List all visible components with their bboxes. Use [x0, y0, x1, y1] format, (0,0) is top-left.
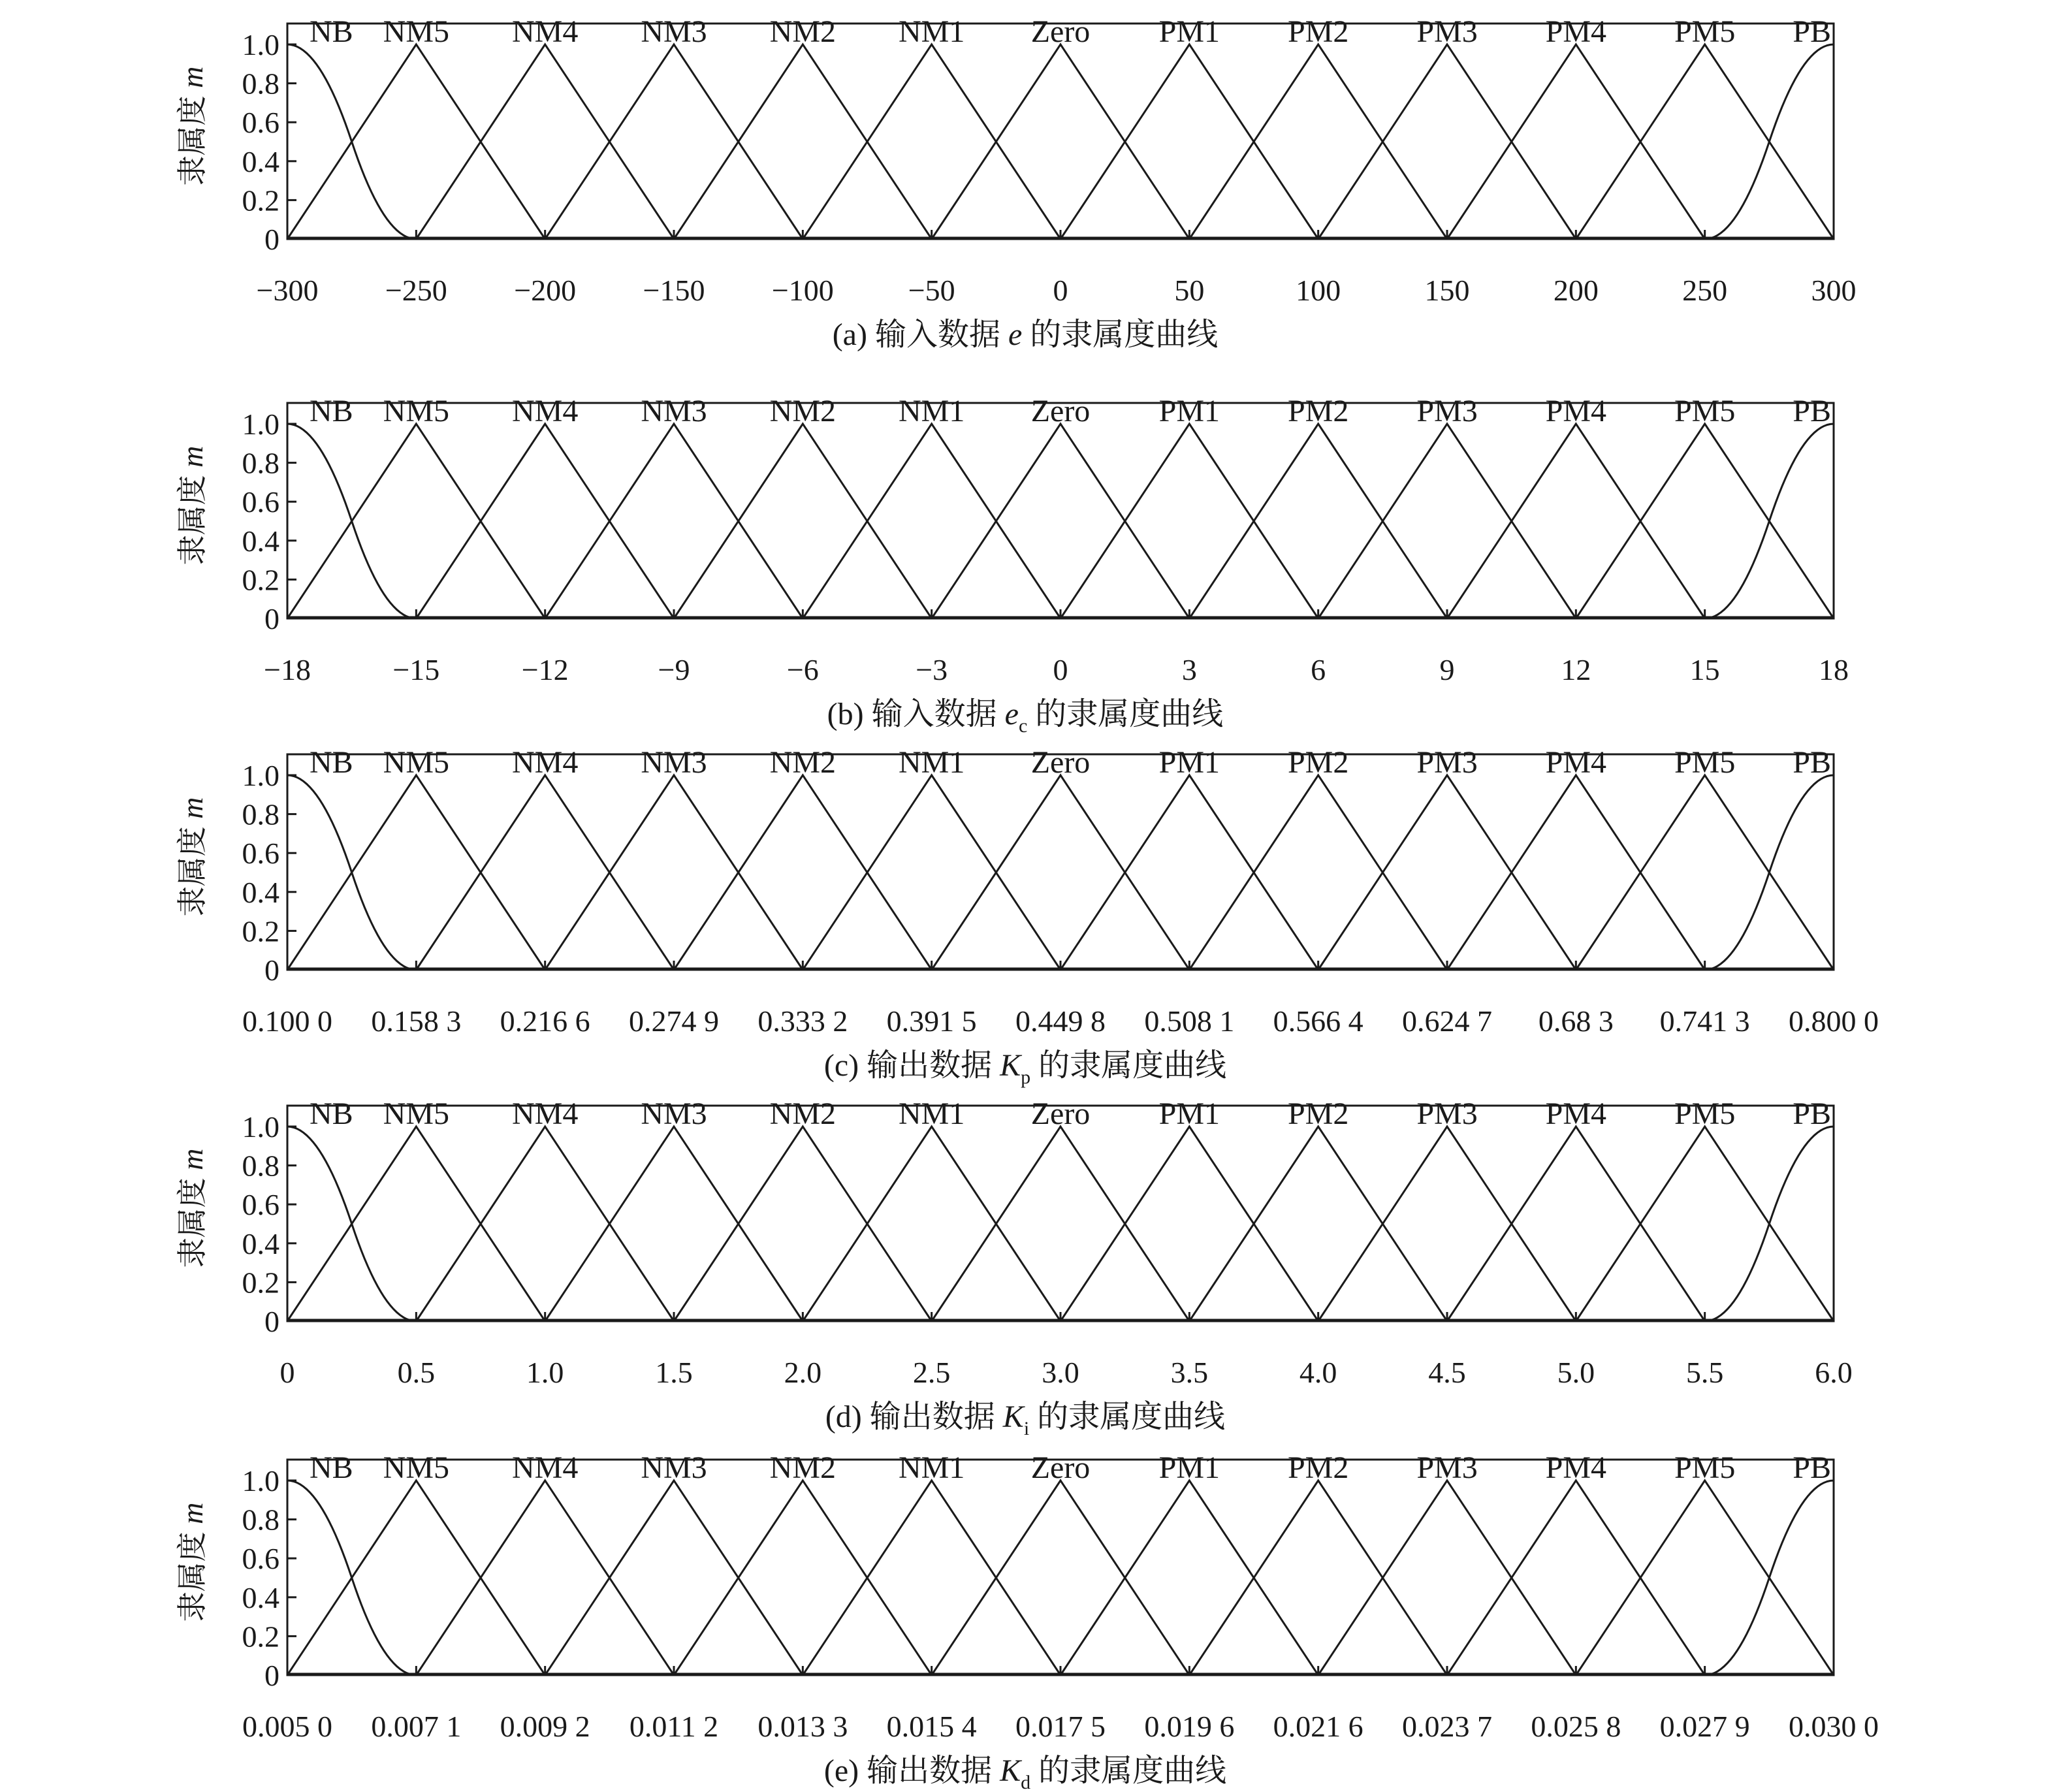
x-tick-label: 0.391 5 — [886, 1004, 977, 1038]
mf-curve-pm3 — [1318, 44, 1576, 239]
plot-frame — [287, 1106, 1834, 1321]
mf-curve-nm5 — [287, 1127, 545, 1321]
set-label-pm2: PM2 — [1287, 14, 1349, 49]
x-tick-label: 4.5 — [1428, 1356, 1466, 1389]
set-label-nm3: NM3 — [641, 1096, 707, 1131]
set-label-nm5: NM5 — [383, 394, 450, 428]
set-label-zero: Zero — [1030, 394, 1091, 428]
y-tick-label: 0.6 — [242, 1188, 279, 1222]
set-label-pm1: PM1 — [1158, 14, 1220, 49]
x-tick-label: 0.013 3 — [757, 1710, 848, 1743]
x-tick-label: −15 — [392, 653, 440, 686]
y-tick-label: 0.4 — [242, 1580, 279, 1614]
mf-curve-zero — [932, 424, 1190, 618]
mf-curve-nm1 — [803, 775, 1060, 970]
y-tick-label: 0.4 — [242, 875, 279, 909]
x-tick-label: 15 — [1689, 653, 1720, 686]
set-labels — [310, 1096, 1831, 1131]
x-tick-label: −6 — [786, 653, 819, 686]
caption-prefix: (b) 输入数据 — [827, 697, 1005, 731]
x-tick-label: 9 — [1439, 653, 1455, 686]
y-tick-label: 0.2 — [242, 1266, 279, 1300]
set-labels — [310, 745, 1831, 780]
y-axis-label-var: m — [176, 1148, 209, 1170]
set-labels — [310, 394, 1831, 428]
x-axis — [280, 1312, 1853, 1389]
y-axis-label-text: 隶属度 — [176, 818, 209, 917]
panel-e — [176, 1450, 1879, 1792]
set-label-nm5: NM5 — [383, 1096, 450, 1131]
mf-curve-pm4 — [1447, 775, 1705, 970]
mf-curve-pm2 — [1189, 44, 1447, 239]
set-label-pm5: PM5 — [1674, 394, 1736, 428]
set-label-nm4: NM4 — [511, 1096, 579, 1131]
y-tick-label: 0.6 — [242, 1542, 279, 1576]
set-label-pm4: PM4 — [1545, 394, 1607, 428]
y-tick-label: 0.8 — [242, 67, 279, 101]
set-label-nm1: NM1 — [898, 394, 965, 428]
y-tick-label: 1.0 — [242, 759, 279, 792]
mf-curve-pm5 — [1576, 1480, 1834, 1675]
x-tick-label: −150 — [643, 274, 705, 307]
membership-curves — [287, 775, 1834, 970]
x-tick-label: 6 — [1311, 653, 1326, 686]
set-label-pm3: PM3 — [1416, 1450, 1478, 1485]
set-label-pm4: PM4 — [1545, 1450, 1607, 1485]
mf-curve-nm4 — [416, 424, 674, 618]
mf-curve-pm3 — [1318, 1127, 1576, 1321]
x-tick-label: 0.68 3 — [1538, 1004, 1614, 1038]
y-axis-label-var: m — [176, 66, 209, 88]
y-tick-label: 0.8 — [242, 1149, 279, 1183]
plot-frame — [287, 754, 1834, 970]
set-label-pm1: PM1 — [1158, 1450, 1220, 1485]
set-label-nm4: NM4 — [511, 14, 579, 49]
caption-prefix: (c) 输出数据 — [823, 1048, 1000, 1083]
mf-curve-pm2 — [1189, 1480, 1447, 1675]
y-axis-label-var: m — [176, 445, 209, 468]
mf-curve-nm1 — [803, 44, 1060, 239]
x-tick-label: −12 — [521, 653, 569, 686]
mf-curve-pm4 — [1447, 424, 1705, 618]
panel-caption — [827, 697, 1224, 737]
set-label-pm1: PM1 — [1158, 394, 1220, 428]
mf-curve-nm4 — [416, 44, 674, 239]
mf-curve-pm4 — [1447, 1480, 1705, 1675]
y-tick-label: 0 — [264, 602, 279, 635]
y-axis-label-text: 隶属度 — [176, 88, 209, 186]
y-tick-label: 0.2 — [242, 914, 279, 948]
mf-curve-zero — [932, 775, 1190, 970]
x-tick-label: 3 — [1181, 653, 1197, 686]
set-label-zero: Zero — [1030, 745, 1091, 780]
x-tick-label: −50 — [908, 274, 955, 307]
y-axis-label — [176, 797, 209, 917]
y-axis-label-var: m — [176, 797, 209, 819]
y-tick-label: 0.6 — [242, 485, 279, 519]
panel-caption — [824, 1753, 1226, 1792]
x-tick-label: 5.5 — [1685, 1356, 1724, 1389]
x-tick-label: 0.023 7 — [1402, 1710, 1492, 1743]
set-label-pm4: PM4 — [1545, 1096, 1607, 1131]
caption-suffix: 的隶属度曲线 — [1027, 697, 1224, 731]
y-tick-label: 0.2 — [242, 184, 279, 217]
membership-curves — [287, 44, 1834, 239]
y-tick-label: 1.0 — [242, 1464, 279, 1497]
set-label-nb: NB — [310, 1450, 353, 1485]
y-tick-label: 0.8 — [242, 446, 279, 480]
set-label-pm4: PM4 — [1545, 14, 1607, 49]
x-tick-label: 0.019 6 — [1144, 1710, 1235, 1743]
x-axis — [242, 1666, 1879, 1743]
y-axis-label — [176, 1149, 209, 1268]
y-tick-label: 0 — [264, 223, 279, 256]
x-tick-label: 0.800 0 — [1789, 1004, 1879, 1038]
mf-curve-pm1 — [1060, 775, 1318, 970]
x-tick-label: 0.025 8 — [1531, 1710, 1621, 1743]
mf-curve-pm1 — [1060, 1480, 1318, 1675]
mf-curve-pm2 — [1189, 775, 1447, 970]
caption-prefix: (e) 输出数据 — [823, 1753, 1000, 1788]
mf-curve-nm3 — [545, 44, 803, 239]
set-label-nm1: NM1 — [898, 1450, 965, 1485]
set-label-nm2: NM2 — [769, 1450, 837, 1485]
x-tick-label: 4.0 — [1299, 1356, 1337, 1389]
set-labels — [310, 1450, 1831, 1485]
caption-suffix: 的隶属度曲线 — [1030, 1048, 1227, 1083]
caption-suffix: 的隶属度曲线 — [1029, 1400, 1226, 1434]
y-tick-label: 0.8 — [242, 1503, 279, 1537]
set-label-zero: Zero — [1030, 1096, 1091, 1131]
mf-curve-nm4 — [416, 1127, 674, 1321]
x-tick-label: −300 — [256, 274, 319, 307]
mf-curve-zero — [932, 44, 1190, 239]
x-tick-label: 100 — [1296, 274, 1341, 307]
caption-subscript: d — [1021, 1772, 1031, 1792]
mf-curve-nm3 — [545, 775, 803, 970]
set-label-pb: PB — [1793, 394, 1831, 428]
set-label-pm5: PM5 — [1674, 1450, 1736, 1485]
set-label-nb: NB — [310, 745, 353, 780]
x-tick-label: −9 — [658, 653, 690, 686]
mf-curve-nm3 — [545, 1480, 803, 1675]
plot-frame — [287, 24, 1834, 239]
set-label-pm1: PM1 — [1158, 745, 1220, 780]
mf-curve-pm5 — [1576, 44, 1834, 239]
mf-curve-nm3 — [545, 424, 803, 618]
x-tick-label: 0.566 4 — [1273, 1004, 1363, 1038]
x-axis — [264, 609, 1849, 686]
mf-curve-nm4 — [416, 1480, 674, 1675]
panel-c — [176, 745, 1879, 1088]
caption-prefix: (d) 输出数据 — [825, 1400, 1003, 1434]
y-tick-label: 0.4 — [242, 144, 279, 178]
set-label-pm5: PM5 — [1674, 14, 1736, 49]
x-axis — [257, 230, 1857, 307]
mf-curve-nm1 — [803, 1480, 1060, 1675]
x-tick-label: −200 — [514, 274, 577, 307]
x-tick-label: 0.741 3 — [1659, 1004, 1750, 1038]
set-label-pb: PB — [1793, 745, 1831, 780]
x-tick-label: 0.624 7 — [1402, 1004, 1492, 1038]
set-label-nm5: NM5 — [383, 1450, 450, 1485]
mf-curve-nm2 — [674, 424, 932, 618]
y-tick-label: 1.0 — [242, 28, 279, 61]
membership-curves — [287, 424, 1834, 618]
y-axis-label — [176, 1503, 209, 1622]
x-tick-label: 0.274 9 — [629, 1004, 719, 1038]
x-tick-label: 3.5 — [1170, 1356, 1209, 1389]
caption-variable: e — [1008, 317, 1023, 352]
set-label-nm4: NM4 — [511, 745, 579, 780]
set-label-pm2: PM2 — [1287, 394, 1349, 428]
y-tick-label: 1.0 — [242, 1110, 279, 1144]
caption-suffix: 的隶属度曲线 — [1022, 317, 1219, 352]
set-label-pm3: PM3 — [1416, 14, 1478, 49]
y-tick-label: 0.4 — [242, 524, 279, 558]
x-tick-label: 150 — [1424, 274, 1470, 307]
panel-b — [176, 394, 1849, 737]
x-tick-label: 0.449 8 — [1015, 1004, 1106, 1038]
panel-caption — [833, 317, 1219, 352]
x-tick-label: −3 — [916, 653, 948, 686]
y-axis-label-text: 隶属度 — [176, 1524, 209, 1622]
set-label-pm3: PM3 — [1416, 1096, 1478, 1131]
x-tick-label: 5.0 — [1557, 1356, 1595, 1389]
mf-curve-nm2 — [674, 1127, 932, 1321]
mf-curve-pm2 — [1189, 424, 1447, 618]
set-label-pm5: PM5 — [1674, 745, 1736, 780]
x-tick-label: 0.005 0 — [242, 1710, 332, 1743]
set-label-pm2: PM2 — [1287, 1450, 1349, 1485]
x-tick-label: 0.007 1 — [371, 1710, 462, 1743]
y-tick-label: 0.4 — [242, 1226, 279, 1260]
mf-curve-pm1 — [1060, 44, 1318, 239]
mf-curve-nm2 — [674, 44, 932, 239]
mf-curve-nm5 — [287, 44, 545, 239]
mf-curve-pm1 — [1060, 1127, 1318, 1321]
mf-curve-pm5 — [1576, 1127, 1834, 1321]
x-tick-label: 0.030 0 — [1789, 1710, 1879, 1743]
y-axis-label-text: 隶属度 — [176, 1170, 209, 1268]
set-label-pb: PB — [1793, 1096, 1831, 1131]
x-tick-label: 300 — [1811, 274, 1857, 307]
x-tick-label: 1.0 — [526, 1356, 564, 1389]
panel-d — [176, 1096, 1853, 1439]
x-tick-label: 0 — [1053, 653, 1068, 686]
y-tick-label: 0.2 — [242, 1620, 279, 1654]
y-axis-label — [176, 446, 209, 566]
y-tick-label: 0.6 — [242, 837, 279, 871]
set-label-nm3: NM3 — [641, 745, 707, 780]
mf-curve-nm2 — [674, 775, 932, 970]
set-label-pb: PB — [1793, 14, 1831, 49]
mf-curve-nm3 — [545, 1127, 803, 1321]
x-tick-label: 0.508 1 — [1144, 1004, 1235, 1038]
x-tick-label: −100 — [771, 274, 834, 307]
y-axis-label — [176, 67, 209, 186]
mf-curve-nm1 — [803, 1127, 1060, 1321]
set-label-pm4: PM4 — [1545, 745, 1607, 780]
x-tick-label: 50 — [1174, 274, 1205, 307]
plot-frame — [287, 403, 1834, 618]
x-tick-label: 0.009 2 — [500, 1710, 590, 1743]
mf-curve-pm4 — [1447, 44, 1705, 239]
mf-curve-nm5 — [287, 775, 545, 970]
x-tick-label: −18 — [264, 653, 311, 686]
y-tick-label: 0 — [264, 1305, 279, 1338]
set-label-nm3: NM3 — [641, 1450, 707, 1485]
set-label-nm1: NM1 — [898, 1096, 965, 1131]
set-label-nm2: NM2 — [769, 1096, 837, 1131]
x-tick-label: 0.021 6 — [1273, 1710, 1363, 1743]
mf-curve-pm3 — [1318, 424, 1576, 618]
set-label-nm2: NM2 — [769, 14, 837, 49]
set-label-pm3: PM3 — [1416, 394, 1478, 428]
caption-suffix: 的隶属度曲线 — [1030, 1753, 1227, 1788]
y-axis-label-text: 隶属度 — [176, 467, 209, 566]
mf-curve-nm2 — [674, 1480, 932, 1675]
membership-curves — [287, 1480, 1834, 1675]
y-tick-label: 1.0 — [242, 408, 279, 441]
set-label-nm3: NM3 — [641, 14, 707, 49]
caption-prefix: (a) 输入数据 — [832, 317, 1008, 352]
x-tick-label: 0.017 5 — [1015, 1710, 1106, 1743]
mf-curve-pm5 — [1576, 775, 1834, 970]
set-label-nm1: NM1 — [898, 14, 965, 49]
mf-curve-nm5 — [287, 1480, 545, 1675]
mf-curve-nm1 — [803, 424, 1060, 618]
set-label-nm1: NM1 — [898, 745, 965, 780]
panel-a — [176, 14, 1857, 352]
set-label-nb: NB — [310, 394, 353, 428]
x-tick-label: 2.0 — [784, 1356, 822, 1389]
mf-curve-nm5 — [287, 424, 545, 618]
set-label-pm3: PM3 — [1416, 745, 1478, 780]
x-tick-label: 2.5 — [912, 1356, 951, 1389]
set-labels — [310, 14, 1831, 49]
set-label-pb: PB — [1793, 1450, 1831, 1485]
mf-curve-zero — [932, 1127, 1190, 1321]
x-tick-label: 0.027 9 — [1659, 1710, 1750, 1743]
set-label-nm3: NM3 — [641, 394, 707, 428]
x-axis — [242, 961, 1879, 1038]
x-tick-label: 6.0 — [1815, 1356, 1853, 1389]
set-label-pm5: PM5 — [1674, 1096, 1736, 1131]
x-tick-label: 0.333 2 — [757, 1004, 848, 1038]
y-tick-label: 0.8 — [242, 797, 279, 831]
panel-caption — [824, 1048, 1226, 1088]
x-tick-label: 0.011 2 — [629, 1710, 719, 1743]
x-tick-label: 18 — [1819, 653, 1849, 686]
x-tick-label: 0.100 0 — [242, 1004, 332, 1038]
x-tick-label: 250 — [1682, 274, 1728, 307]
mf-curve-zero — [932, 1480, 1190, 1675]
set-label-pm2: PM2 — [1287, 745, 1349, 780]
set-label-nm4: NM4 — [511, 394, 579, 428]
mf-curve-pm1 — [1060, 424, 1318, 618]
y-tick-label: 0 — [264, 1659, 279, 1692]
mf-curve-pm5 — [1576, 424, 1834, 618]
caption-variable: K — [1002, 1400, 1024, 1434]
x-tick-label: 1.5 — [655, 1356, 693, 1389]
caption-subscript: p — [1021, 1066, 1031, 1088]
set-label-pm1: PM1 — [1158, 1096, 1220, 1131]
set-label-zero: Zero — [1030, 1450, 1091, 1485]
x-tick-label: 12 — [1561, 653, 1591, 686]
x-tick-label: 0.015 4 — [886, 1710, 977, 1743]
mf-curve-pm2 — [1189, 1127, 1447, 1321]
set-label-nm2: NM2 — [769, 745, 837, 780]
mf-curve-pm3 — [1318, 1480, 1576, 1675]
x-tick-label: 0 — [1053, 274, 1068, 307]
mf-curve-nm4 — [416, 775, 674, 970]
x-tick-label: 200 — [1553, 274, 1599, 307]
membership-curves — [287, 1127, 1834, 1321]
y-tick-label: 0.2 — [242, 563, 279, 597]
y-tick-label: 0 — [264, 953, 279, 987]
x-tick-label: −250 — [385, 274, 447, 307]
panel-caption — [825, 1400, 1225, 1439]
caption-variable: K — [1000, 1048, 1021, 1083]
caption-variable: K — [1000, 1753, 1021, 1788]
set-label-nm5: NM5 — [383, 745, 450, 780]
caption-subscript: i — [1023, 1418, 1030, 1439]
caption-subscript: c — [1018, 715, 1028, 737]
set-label-nb: NB — [310, 1096, 353, 1131]
x-tick-label: 0.158 3 — [371, 1004, 462, 1038]
set-label-zero: Zero — [1030, 14, 1091, 49]
set-label-nm2: NM2 — [769, 394, 837, 428]
y-axis-label-var: m — [176, 1502, 209, 1524]
set-label-nb: NB — [310, 14, 353, 49]
x-tick-label: 3.0 — [1042, 1356, 1079, 1389]
set-label-nm4: NM4 — [511, 1450, 579, 1485]
x-tick-label: 0 — [279, 1356, 295, 1389]
mf-curve-pm3 — [1318, 775, 1576, 970]
x-tick-label: 0.216 6 — [500, 1004, 590, 1038]
set-label-pm2: PM2 — [1287, 1096, 1349, 1131]
caption-variable: e — [1004, 697, 1019, 731]
set-label-nm5: NM5 — [383, 14, 450, 49]
x-tick-label: 0.5 — [397, 1356, 436, 1389]
plot-frame — [287, 1460, 1834, 1675]
mf-curve-pm4 — [1447, 1127, 1705, 1321]
y-tick-label: 0.6 — [242, 106, 279, 140]
